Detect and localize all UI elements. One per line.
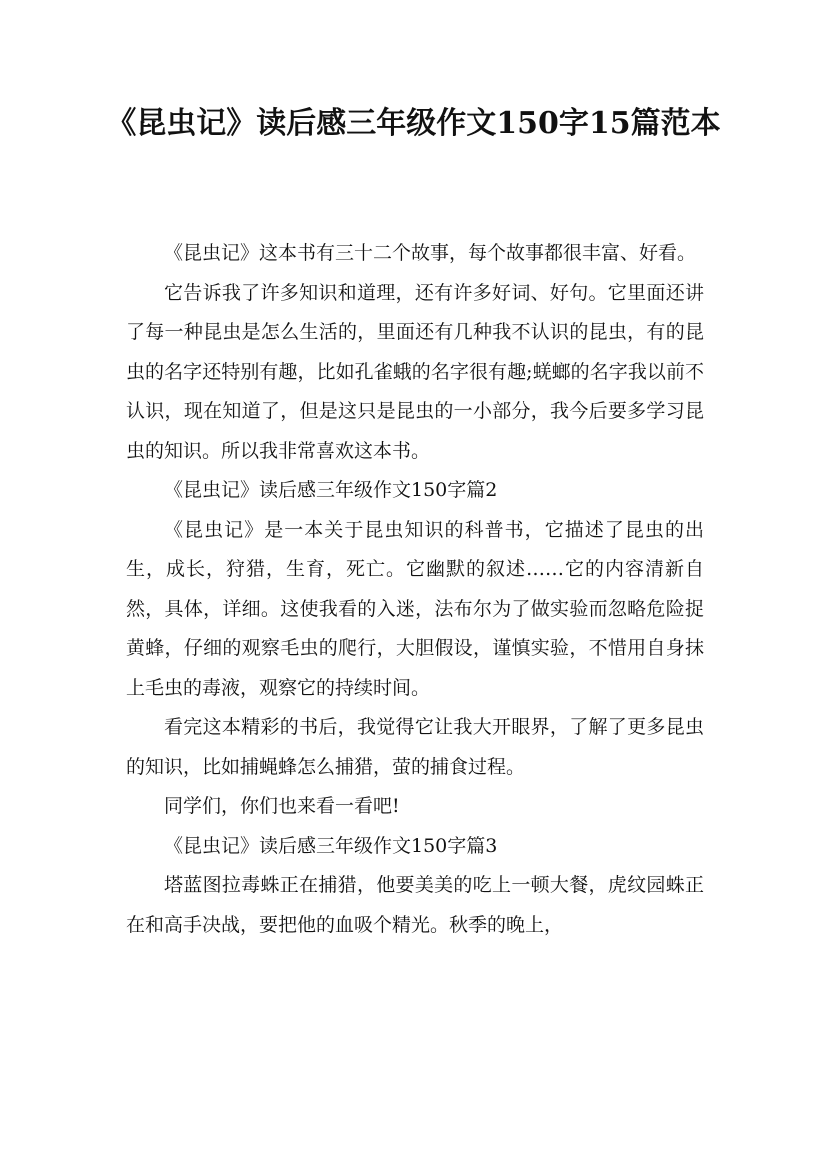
section-heading: 《昆虫记》读后感三年级作文150字篇3	[164, 834, 498, 857]
paragraph: 《昆虫记》是一本关于昆虫知识的科普书，它描述了昆虫的出生，成长，狩猎，生育，死亡。它幽默的叙述……它的内容清新自然，具体，详细。这使我看的入迷，法布尔为了做实验而忽略危险捉黄蜂，仔细的观察毛虫的爬行，大胆假设，谨慎实验，不惜用自身抹上毛虫的毒液，观察它的持续时间。	[126, 518, 704, 699]
paragraph: 看完这本精彩的书后，我觉得它让我大开眼界，了解了更多昆虫的知识，比如捕蝇蜂怎么捕猎，萤的捕食过程。	[126, 716, 704, 778]
paragraph: 《昆虫记》这本书有三十二个故事，每个故事都很丰富、好看。	[164, 242, 697, 264]
document-title: 《昆虫记》读后感三年级作文150字15篇范本	[106, 106, 721, 141]
section-heading: 《昆虫记》读后感三年级作文150字篇2	[164, 479, 498, 501]
paragraph: 它告诉我了许多知识和道理，还有许多好词、好句。它里面还讲了每一种昆虫是怎么生活的，里面还有几种我不认识的昆虫，有的昆虫的名字还特别有趣，比如孔雀蛾的名字很有趣;蜣螂的名字我以前不认识，现在知道了，但是这只是昆虫的一小部分，我今后要多学习昆虫的知识。所以我非常喜欢这本书。	[126, 281, 704, 462]
paragraph: 塔蓝图拉毒蛛正在捕猎，他要美美的吃上一顿大餐，虎纹园蛛正在和高手决战，要把他的血吸个精光。秋季的晚上，	[126, 874, 704, 936]
paragraph: 同学们，你们也来看一看吧!	[164, 795, 400, 817]
document-body	[126, 234, 704, 945]
